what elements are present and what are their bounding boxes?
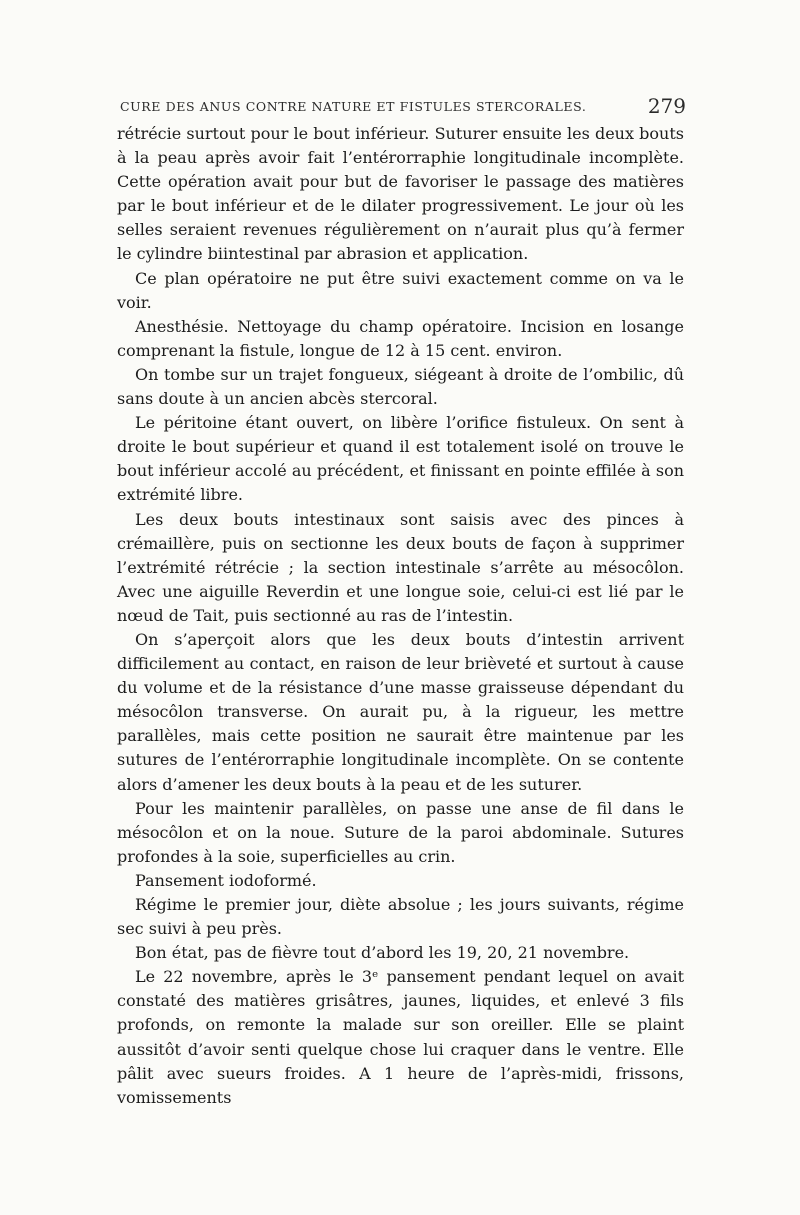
- paragraph: Le 22 novembre, après le 3ᵉ pansement pendant lequel on avait constaté des matières grisâtres, jaunes, liquides, et enlevé 3 fils profonds, on remonte la malade sur son oreiller. Elle se plaint aussitôt d’avoir senti quelque chose lui craquer dans le ventre. Elle pâlit avec sueurs froides. A 1 heure de l’après-midi, frissons, vomissements: [117, 967, 684, 1107]
- paragraph: Pansement iodoformé.: [135, 870, 317, 890]
- paragraph: On tombe sur un trajet fongueux, siégeant à droite de l’ombilic, dû sans doute à un ancien abcès stercoral.: [117, 364, 684, 409]
- book-page: [117, 92, 684, 1110]
- paragraph: On s’aperçoit alors que les deux bouts d’intestin arrivent difficilement au contact, en raison de leur brièveté et surtout à cause du volume et de la résistance d’une masse graisseuse dépendant du mésocôlon transverse. On aurait pu, à la rigueur, les mettre parallèles, mais cette position ne saurait être maintenue par les sutures de l’entérorraphie longitudinale incomplète. On se contente alors d’amener les deux bouts à la peau et de les suturer.: [117, 629, 684, 794]
- paragraph: Pour les maintenir parallèles, on passe une anse de fil dans le mésocôlon et on la noue. Suture de la paroi abdominale. Sutures profondes à la soie, superficielles au crin.: [117, 798, 684, 866]
- paragraph: Anesthésie. Nettoyage du champ opératoire. Incision en losange comprenant la fistule, longue de 12 à 15 cent. environ.: [117, 316, 684, 360]
- body-text: [117, 122, 684, 1110]
- paragraph-continued: rétrécie surtout pour le bout inférieur. Suturer ensuite les deux bouts à la peau après avoir fait l’entérorraphie longitudinale incomplète. Cette opération avait pour but de favoriser le passage des matières par le bout inférieur et de le dilater progressivement. Le jour où les selles seraient revenues régulièrement on n’aurait plus qu’à fermer le cylindre biintestinal par abrasion et application.: [117, 124, 684, 264]
- paragraph: Le péritoine étant ouvert, on libère l’orifice fistuleux. On sent à droite le bout supérieur et quand il est totalement isolé on trouve le bout inférieur accolé au précédent, et finissant en pointe effilée à son extrémité libre.: [117, 413, 684, 505]
- paragraph: Ce plan opératoire ne put être suivi exactement comme on va le voir.: [117, 268, 684, 312]
- paragraph: Bon état, pas de fièvre tout d’abord les 19, 20, 21 novembre.: [135, 943, 630, 963]
- running-title: CURE DES ANUS CONTRE NATURE ET FISTULES STERCORALES.: [120, 99, 587, 114]
- page-number: 279: [647, 94, 686, 118]
- paragraph: Les deux bouts intestinaux sont saisis avec des pinces à crémaillère, puis on sectionne les deux bouts de façon à supprimer l’extrémité rétrécie ; la section intestinale s’arrête au mésocôlon. Avec une aiguille Reverdin et une longue soie, celui-ci est lié par le nœud de Tait, puis sectionné au ras de l’intestin.: [117, 509, 684, 625]
- paragraph: Régime le premier jour, diète absolue ; les jours suivants, régime sec suivi à peu près.: [117, 895, 684, 939]
- running-header: [117, 92, 684, 122]
